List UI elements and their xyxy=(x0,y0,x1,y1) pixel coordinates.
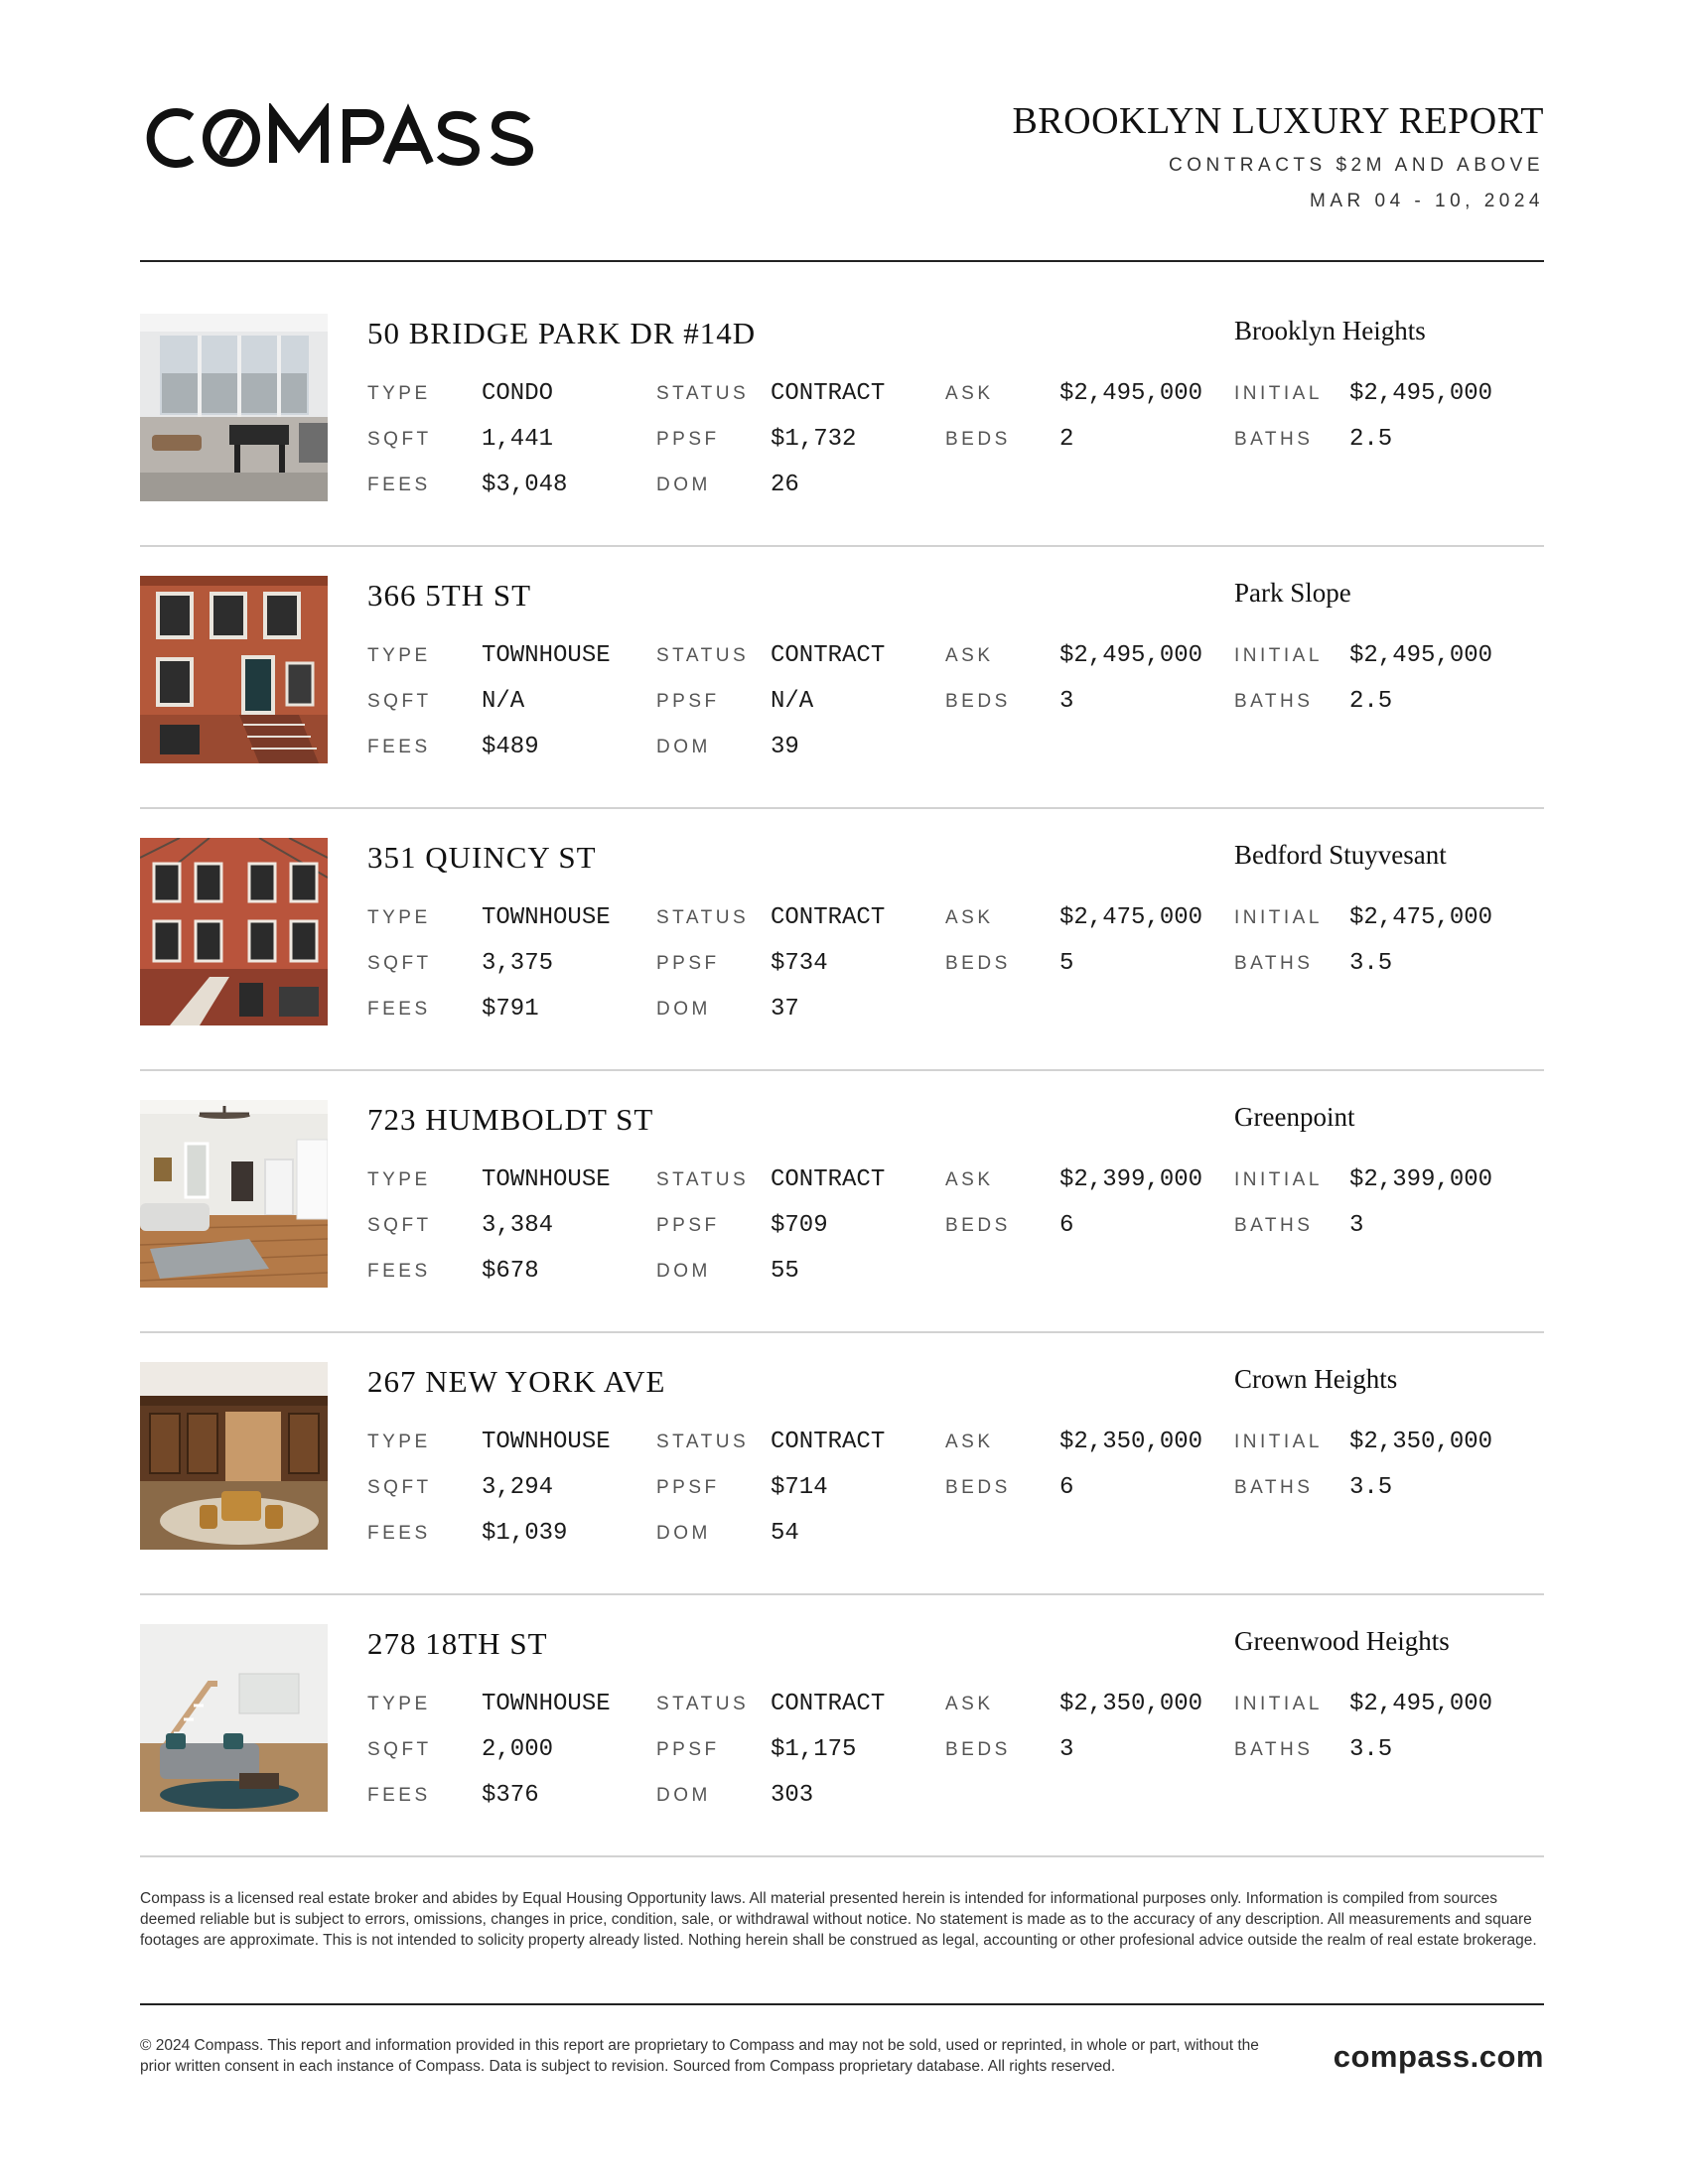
value-fees: $791 xyxy=(482,996,539,1023)
label-status: STATUS xyxy=(656,1169,750,1190)
value-baths: 2.5 xyxy=(1349,688,1393,715)
label-baths: BATHS xyxy=(1234,1477,1314,1498)
listing-address: 366 5TH ST xyxy=(367,578,531,613)
compass-logo xyxy=(140,103,557,173)
value-status: CONTRACT xyxy=(771,380,886,407)
label-fees: FEES xyxy=(367,475,431,495)
label-ppsf: PPSF xyxy=(656,429,720,450)
label-ppsf: PPSF xyxy=(656,1477,720,1498)
value-type: TOWNHOUSE xyxy=(482,642,611,669)
label-ask: ASK xyxy=(945,383,994,404)
label-ask: ASK xyxy=(945,645,994,666)
value-fees: $3,048 xyxy=(482,472,568,498)
label-ask: ASK xyxy=(945,1432,994,1452)
label-dom: DOM xyxy=(656,737,711,757)
label-beds: BEDS xyxy=(945,1739,1011,1760)
listing-neighborhood: Greenpoint xyxy=(1234,1102,1355,1132)
value-type: TOWNHOUSE xyxy=(482,1691,611,1717)
listing-neighborhood: Crown Heights xyxy=(1234,1364,1398,1394)
label-type: TYPE xyxy=(367,1169,431,1190)
value-ask: $2,399,000 xyxy=(1059,1166,1203,1193)
value-sqft: N/A xyxy=(482,688,525,715)
listing-neighborhood: Greenwood Heights xyxy=(1234,1626,1450,1656)
value-beds: 2 xyxy=(1059,426,1074,453)
value-dom: 303 xyxy=(771,1782,814,1809)
listing-photo xyxy=(140,576,328,763)
value-beds: 5 xyxy=(1059,950,1074,977)
value-status: CONTRACT xyxy=(771,642,886,669)
label-status: STATUS xyxy=(656,383,750,404)
listing-divider xyxy=(140,1593,1544,1595)
value-ppsf: $714 xyxy=(771,1474,828,1501)
value-baths: 3 xyxy=(1349,1212,1364,1239)
label-baths: BATHS xyxy=(1234,691,1314,712)
value-type: TOWNHOUSE xyxy=(482,1429,611,1455)
header-divider xyxy=(140,260,1544,262)
label-fees: FEES xyxy=(367,1523,431,1544)
label-sqft: SQFT xyxy=(367,691,432,712)
listing-row xyxy=(140,1100,1544,1287)
label-ask: ASK xyxy=(945,1694,994,1714)
report-date-range: MAR 04 - 10, 2024 xyxy=(1310,191,1544,211)
value-status: CONTRACT xyxy=(771,904,886,931)
listing-row xyxy=(140,838,1544,1024)
label-beds: BEDS xyxy=(945,1477,1011,1498)
label-beds: BEDS xyxy=(945,1215,1011,1236)
label-baths: BATHS xyxy=(1234,953,1314,974)
label-beds: BEDS xyxy=(945,429,1011,450)
label-ask: ASK xyxy=(945,907,994,928)
report-header xyxy=(140,97,1544,236)
value-beds: 6 xyxy=(1059,1474,1074,1501)
listing-address: 351 QUINCY ST xyxy=(367,840,597,875)
label-sqft: SQFT xyxy=(367,1477,432,1498)
value-beds: 3 xyxy=(1059,1736,1074,1763)
listing-address: 723 HUMBOLDT ST xyxy=(367,1102,654,1137)
listing-row xyxy=(140,1362,1544,1549)
value-initial: $2,350,000 xyxy=(1349,1429,1493,1455)
value-dom: 39 xyxy=(771,734,799,760)
listing-photo xyxy=(140,1624,328,1812)
value-initial: $2,475,000 xyxy=(1349,904,1493,931)
listing-address: 278 18TH ST xyxy=(367,1626,548,1661)
label-initial: INITIAL xyxy=(1234,1432,1323,1452)
label-dom: DOM xyxy=(656,1785,711,1806)
listing-photo xyxy=(140,1100,328,1288)
listing-neighborhood: Park Slope xyxy=(1234,578,1351,608)
label-dom: DOM xyxy=(656,1523,711,1544)
listing-divider xyxy=(140,1331,1544,1333)
label-sqft: SQFT xyxy=(367,429,432,450)
value-status: CONTRACT xyxy=(771,1429,886,1455)
value-ppsf: $1,732 xyxy=(771,426,857,453)
label-status: STATUS xyxy=(656,907,750,928)
value-baths: 2.5 xyxy=(1349,426,1393,453)
value-beds: 3 xyxy=(1059,688,1074,715)
label-fees: FEES xyxy=(367,737,431,757)
value-fees: $1,039 xyxy=(482,1520,568,1547)
label-ask: ASK xyxy=(945,1169,994,1190)
value-type: TOWNHOUSE xyxy=(482,1166,611,1193)
value-fees: $678 xyxy=(482,1258,539,1285)
footer-divider xyxy=(140,2003,1544,2005)
listing-photo xyxy=(140,1362,328,1550)
label-type: TYPE xyxy=(367,645,431,666)
listing-neighborhood: Brooklyn Heights xyxy=(1234,316,1426,345)
label-dom: DOM xyxy=(656,475,711,495)
value-dom: 54 xyxy=(771,1520,799,1547)
value-type: CONDO xyxy=(482,380,554,407)
listing-row xyxy=(140,1624,1544,1811)
website-link[interactable]: compass.com xyxy=(1333,2039,1544,2074)
label-dom: DOM xyxy=(656,1261,711,1282)
value-sqft: 2,000 xyxy=(482,1736,554,1763)
label-type: TYPE xyxy=(367,383,431,404)
value-status: CONTRACT xyxy=(771,1166,886,1193)
value-beds: 6 xyxy=(1059,1212,1074,1239)
value-baths: 3.5 xyxy=(1349,1736,1393,1763)
value-status: CONTRACT xyxy=(771,1691,886,1717)
value-initial: $2,495,000 xyxy=(1349,380,1493,407)
label-fees: FEES xyxy=(367,1261,431,1282)
listing-address: 267 NEW YORK AVE xyxy=(367,1364,666,1399)
listing-divider xyxy=(140,545,1544,547)
listing-photo xyxy=(140,314,328,501)
label-initial: INITIAL xyxy=(1234,1169,1323,1190)
listing-divider xyxy=(140,807,1544,809)
label-status: STATUS xyxy=(656,645,750,666)
label-fees: FEES xyxy=(367,999,431,1020)
value-sqft: 1,441 xyxy=(482,426,554,453)
value-ask: $2,350,000 xyxy=(1059,1429,1203,1455)
label-baths: BATHS xyxy=(1234,1739,1314,1760)
value-sqft: 3,384 xyxy=(482,1212,554,1239)
listing-photo xyxy=(140,838,328,1025)
listing-row xyxy=(140,314,1544,500)
label-type: TYPE xyxy=(367,1432,431,1452)
label-ppsf: PPSF xyxy=(656,691,720,712)
value-fees: $376 xyxy=(482,1782,539,1809)
value-initial: $2,495,000 xyxy=(1349,642,1493,669)
label-type: TYPE xyxy=(367,1694,431,1714)
value-ask: $2,495,000 xyxy=(1059,642,1203,669)
label-sqft: SQFT xyxy=(367,953,432,974)
label-baths: BATHS xyxy=(1234,429,1314,450)
label-initial: INITIAL xyxy=(1234,645,1323,666)
listing-divider xyxy=(140,1069,1544,1071)
label-status: STATUS xyxy=(656,1432,750,1452)
value-initial: $2,495,000 xyxy=(1349,1691,1493,1717)
copyright-text: © 2024 Compass. This report and information provided in this report are proprietary to Compass and may not be sold, used or reprinted, in whole or part, without the prior written consent in each instance of Compass. Data is subject to revision. Sourced from Compass proprietary database. All rights reserved. xyxy=(140,2037,1259,2075)
value-ask: $2,475,000 xyxy=(1059,904,1203,931)
value-ppsf: N/A xyxy=(771,688,814,715)
value-initial: $2,399,000 xyxy=(1349,1166,1493,1193)
label-fees: FEES xyxy=(367,1785,431,1806)
value-dom: 55 xyxy=(771,1258,799,1285)
listing-divider xyxy=(140,1855,1544,1857)
value-fees: $489 xyxy=(482,734,539,760)
value-sqft: 3,294 xyxy=(482,1474,554,1501)
listing-address: 50 BRIDGE PARK DR #14D xyxy=(367,316,757,350)
label-baths: BATHS xyxy=(1234,1215,1314,1236)
label-beds: BEDS xyxy=(945,691,1011,712)
report-title: BROOKLYN LUXURY REPORT xyxy=(1012,100,1544,142)
listing-row xyxy=(140,576,1544,762)
label-initial: INITIAL xyxy=(1234,907,1323,928)
label-ppsf: PPSF xyxy=(656,953,720,974)
listing-neighborhood: Bedford Stuyvesant xyxy=(1234,840,1447,870)
label-ppsf: PPSF xyxy=(656,1215,720,1236)
value-baths: 3.5 xyxy=(1349,1474,1393,1501)
value-baths: 3.5 xyxy=(1349,950,1393,977)
label-dom: DOM xyxy=(656,999,711,1020)
label-initial: INITIAL xyxy=(1234,1694,1323,1714)
report-subtitle: CONTRACTS $2M AND ABOVE xyxy=(1168,155,1544,176)
value-ask: $2,495,000 xyxy=(1059,380,1203,407)
label-sqft: SQFT xyxy=(367,1739,432,1760)
label-type: TYPE xyxy=(367,907,431,928)
value-type: TOWNHOUSE xyxy=(482,904,611,931)
compass-logo-mark xyxy=(140,103,557,173)
value-sqft: 3,375 xyxy=(482,950,554,977)
value-dom: 37 xyxy=(771,996,799,1023)
value-ppsf: $734 xyxy=(771,950,828,977)
label-status: STATUS xyxy=(656,1694,750,1714)
label-initial: INITIAL xyxy=(1234,383,1323,404)
label-sqft: SQFT xyxy=(367,1215,432,1236)
label-beds: BEDS xyxy=(945,953,1011,974)
value-ppsf: $1,175 xyxy=(771,1736,857,1763)
value-ask: $2,350,000 xyxy=(1059,1691,1203,1717)
label-ppsf: PPSF xyxy=(656,1739,720,1760)
disclaimer-text: Compass is a licensed real estate broker and abides by Equal Housing Opportunity laws. All material presented herein is intended for informational purposes only. Information is compiled from sources deemed reliable but is subject to errors, omissions, changes in price, condition, sale, or withdrawal without notice. No statement is made as to the accuracy of any description. All measurements and square footages are approximate. This is not intended to solicity property already listed. Nothing herein shall be construed as legal, accounting or other profesional advice outside the realm of real estate brokerage. xyxy=(140,1890,1537,1949)
value-dom: 26 xyxy=(771,472,799,498)
value-ppsf: $709 xyxy=(771,1212,828,1239)
